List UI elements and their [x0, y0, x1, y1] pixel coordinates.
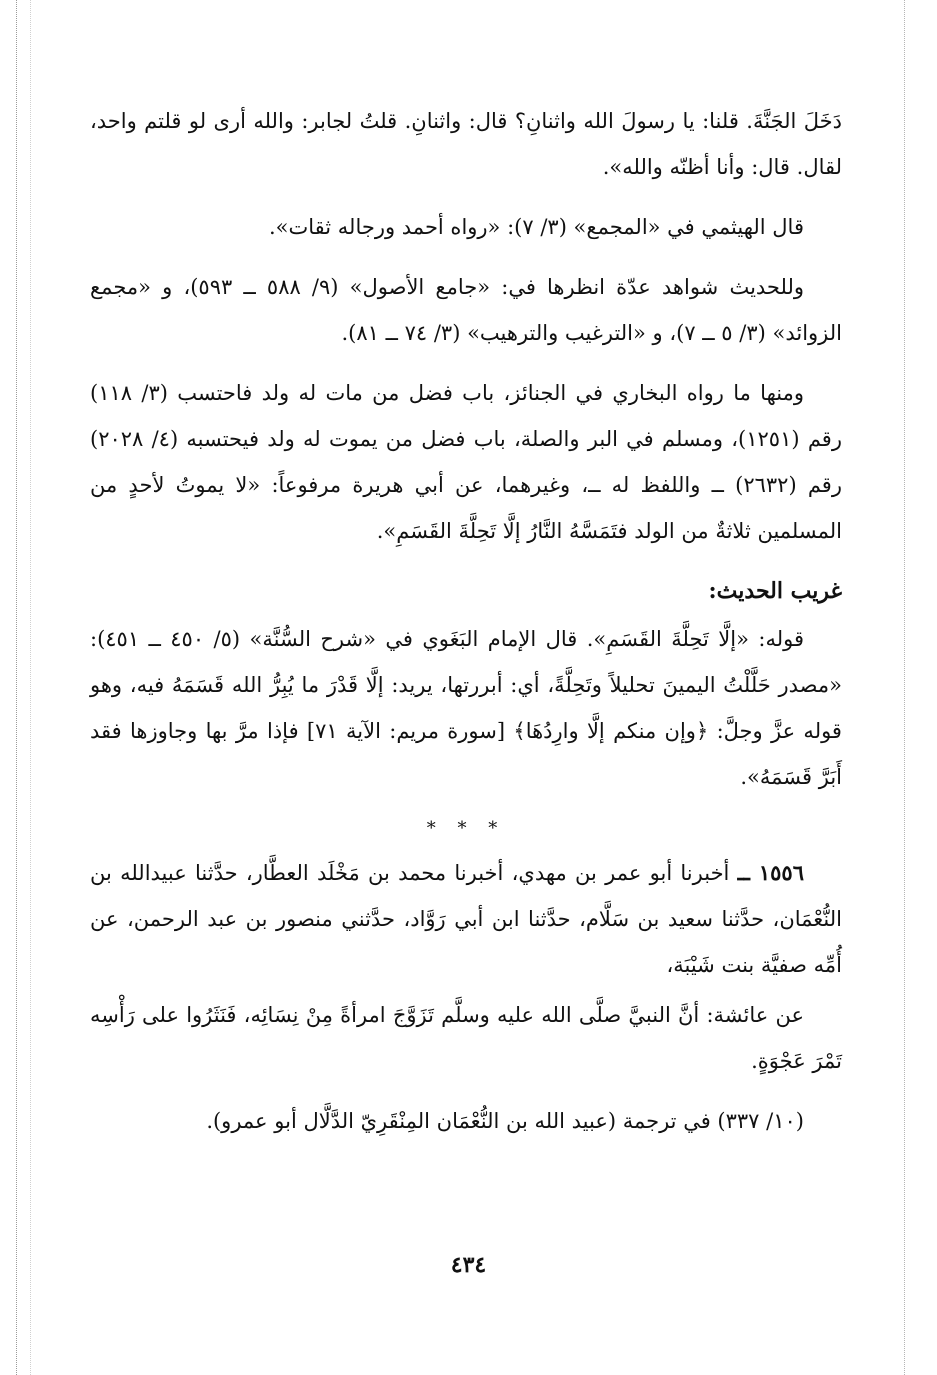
paragraph-baghawi: قوله: «إلَّا تَحِلَّةَ القَسَمِ». قال الإمام البَغَوي في «شرح السُّنَّة» (٥/ ٤٥٠ ــ ٤٥١): «مصدر حَلَّلْتُ اليمينَ تحليلاً وتَحِلَّةً، أي: أبررتها، يريد: إلَّا قَدْرَ ما يُبِرُّ الله قَسَمَهُ فيه، وهو قوله عزَّ وجلَّ: ﴿وإن منكم إلَّا وارِدُهَا﴾ [سورة مريم: الآية ٧١] فإذا مرَّ بها وجاوزها فقد أَبَرَّ قَسَمَهُ». [90, 627, 842, 789]
paragraph-haythami: قال الهيثمي في «المجمع» (٣/ ٧): «رواه أحمد ورجاله ثقات». [268, 215, 804, 239]
paragraph-reference: (١٠/ ٣٣٧) في ترجمة (عبيد الله بن النُّعْمَان المِنْقَرِيّ الدَّلَّال أبو عمرو). [206, 1109, 804, 1133]
scan-edge-inner [30, 0, 31, 1375]
paragraph-hadith-ending: دَخَلَ الجَنَّةَ. قلنا: يا رسولَ الله واثنانِ؟ قال: واثنانِ. قلتُ لجابر: والله أرى لو قلتم واحد، لقال. قال: وأنا أظنّه والله». [90, 109, 842, 179]
hadith-number: ١٥٥٦ ــ [737, 860, 804, 885]
page-number: ٤٣٤ [450, 1252, 487, 1278]
scan-edge-right [904, 0, 905, 1375]
page-body [90, 98, 842, 1158]
section-separator: * * * [426, 818, 506, 839]
hadith-isnad-text: أخبرنا أبو عمر بن مهدي، أخبرنا محمد بن مَخْلَد العطَّار، حدَّثنا عبيدالله بن النُّعْمَان، حدَّثنا سعيد بن سَلَّام، حدَّثنا ابن أبي رَوَّاد، حدَّثني منصور بن عبد الرحمن، عن أُمِّه صفيَّة بنت شَيْبَة، [90, 861, 842, 977]
paragraph-shawahid: وللحديث شواهد عدّة انظرها في: «جامع الأصول» (٩/ ٥٨٨ ــ ٥٩٣)، و «مجمع الزوائد» (٣/ ٥ ــ ٧)، و «الترغيب والترهيب» (٣/ ٧٤ ــ ٨١). [90, 275, 842, 345]
paragraph-hadith-isnad [90, 850, 842, 988]
paragraph-hadith-matn: عن عائشة: أنَّ النبيَّ صلَّى الله عليه وسلَّم تَزَوَّجَ امرأةً مِنْ نِسَائِه، فَنَثَرُوا على رَأْسِه تَمْرَ عَجْوَةٍ. [90, 1003, 842, 1073]
paragraph-bukhari-muslim: ومنها ما رواه البخاري في الجنائز، باب فضل من مات له ولد فاحتسب (٣/ ١١٨) رقم (١٢٥١)، ومسلم في البر والصلة، باب فضل من يموت له ولد فيحتسبه (٤/ ٢٠٢٨) رقم (٢٦٣٢) ــ واللفظ له ــ، وغيرهما، عن أبي هريرة مرفوعاً: «لا يموتُ لأحدٍ من المسلمين ثلاثةٌ من الولد فتَمَسَّهُ النَّارُ إلَّا تَحِلَّةَ القَسَمِ». [90, 381, 842, 543]
scan-edge-left [16, 0, 17, 1375]
section-heading-gharib: غريب الحديث: [708, 578, 842, 604]
